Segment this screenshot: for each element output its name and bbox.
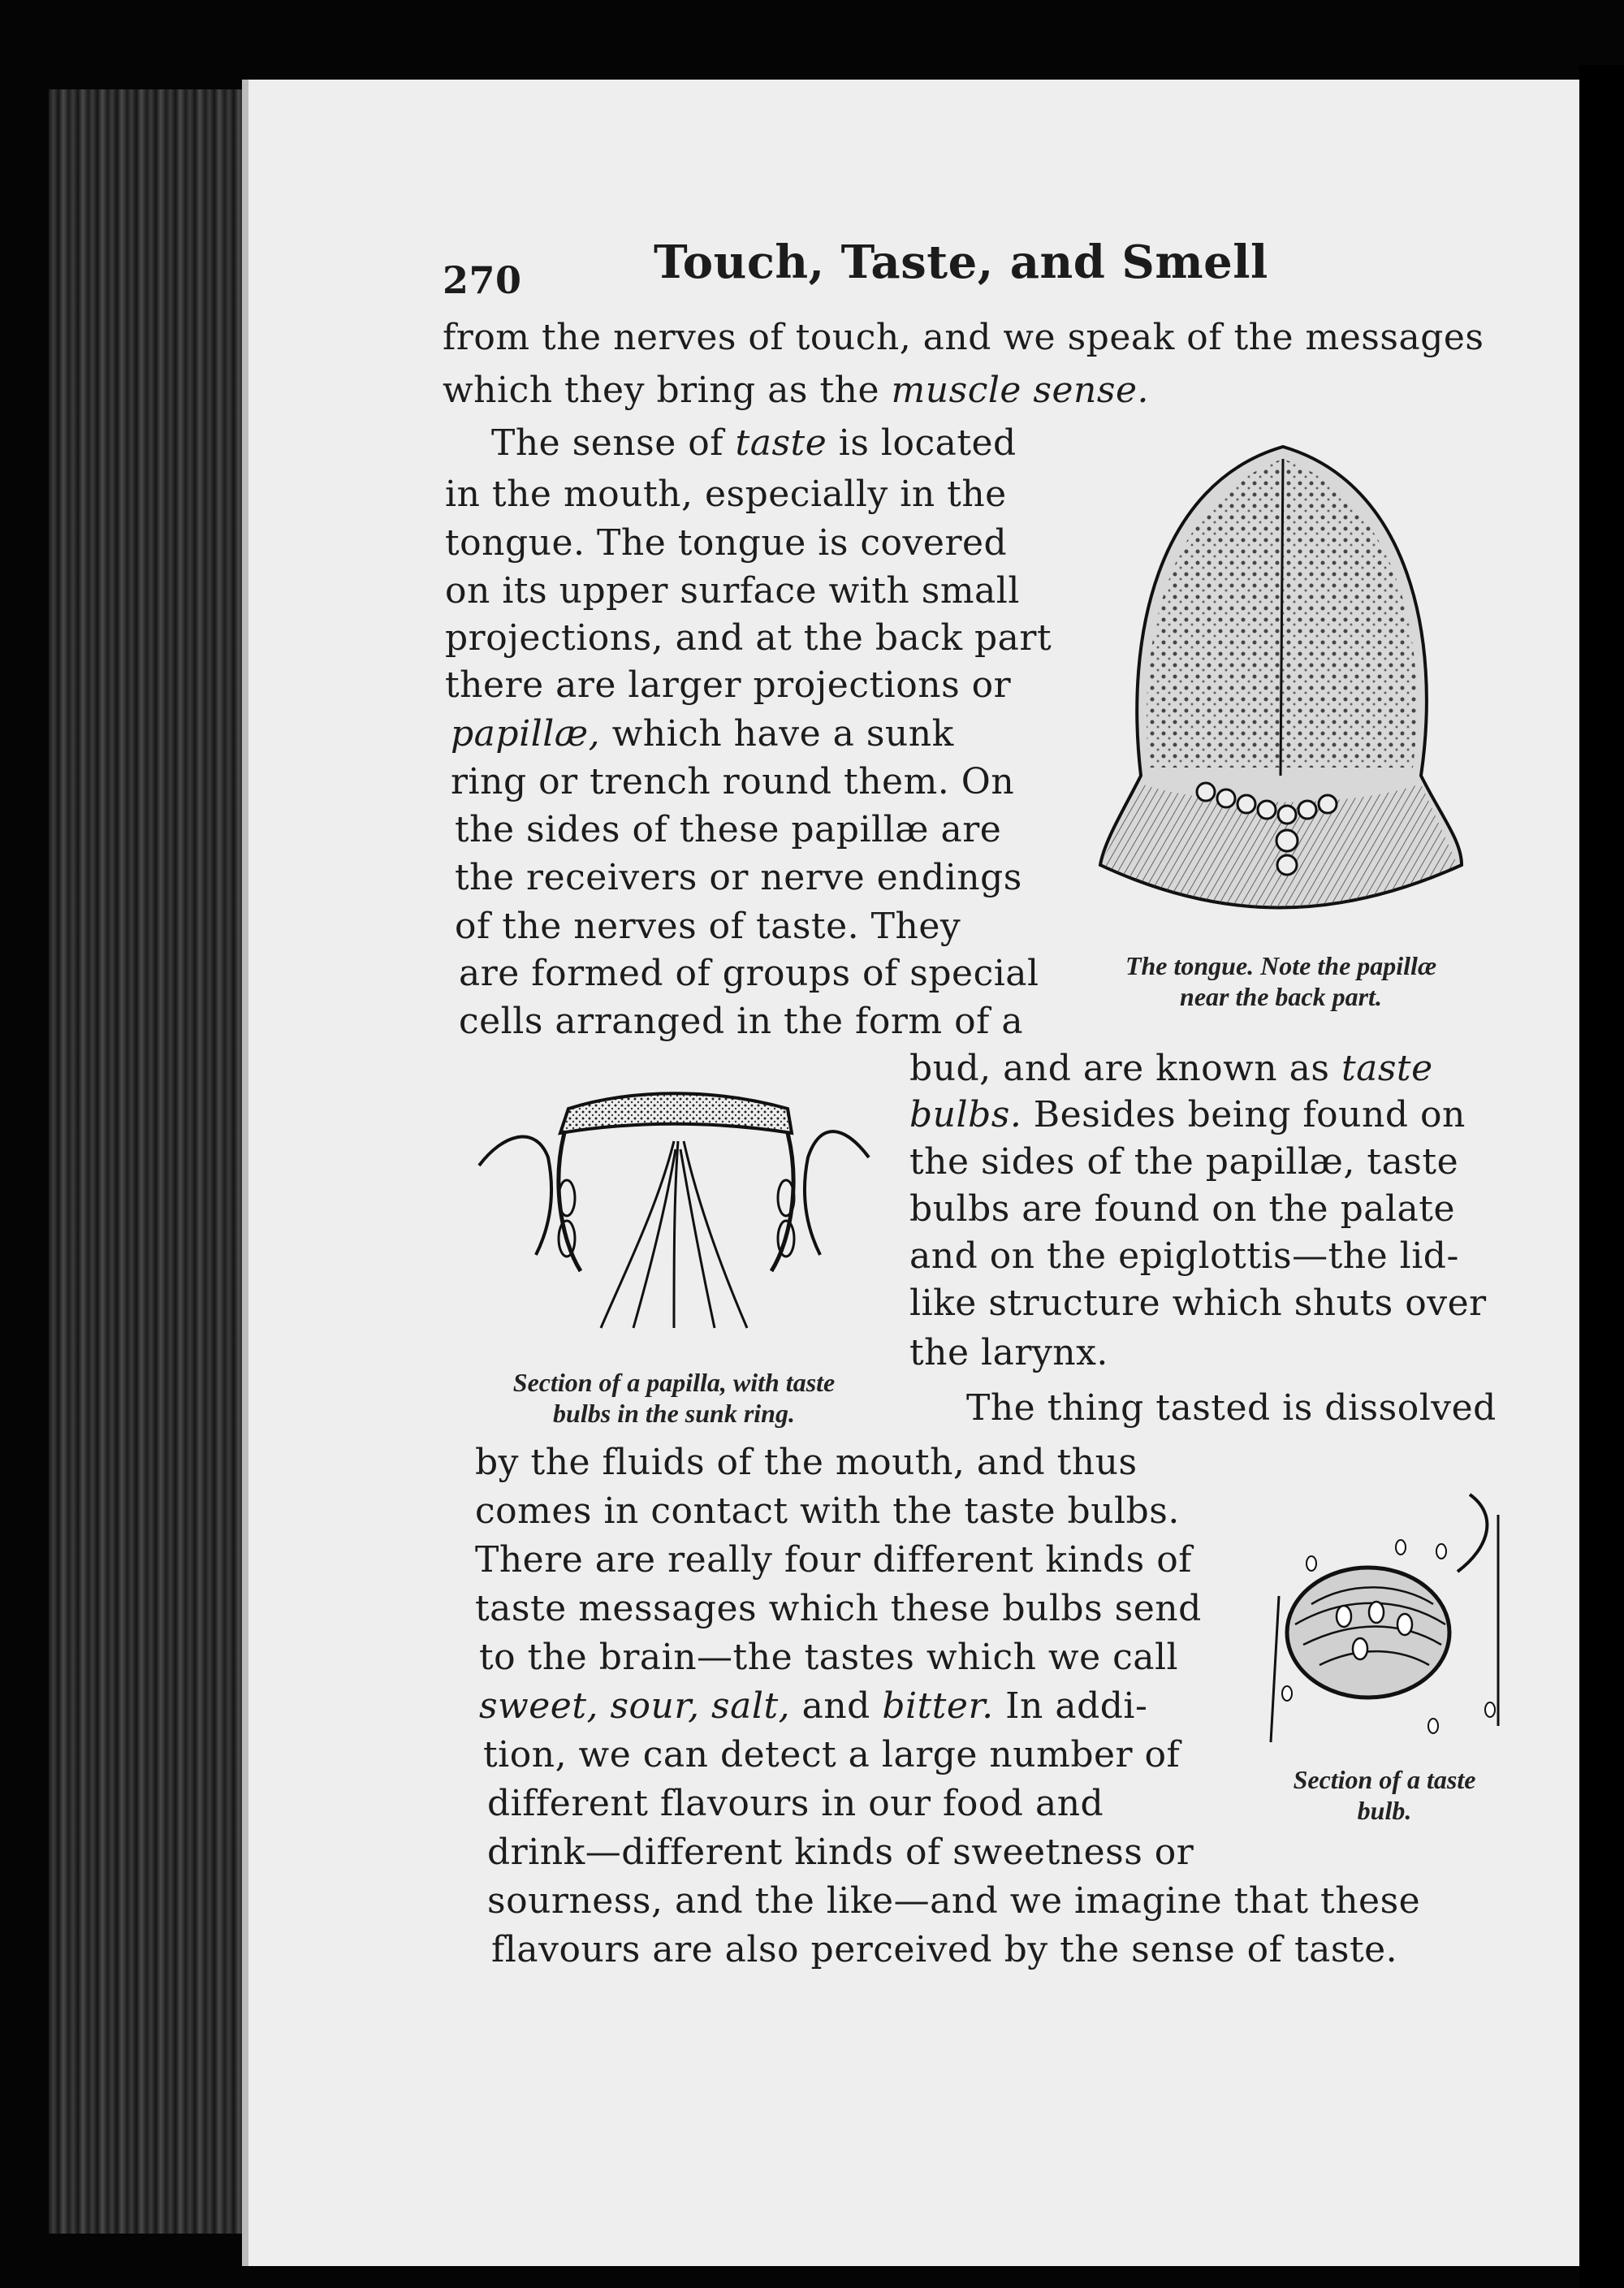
text-line: like structure which shuts over <box>909 1282 1487 1324</box>
text-line: flavours are also perceived by the sense of taste. <box>491 1929 1398 1970</box>
papilla-caption: Section of a papilla, with taste bulbs in the sunk ring. <box>512 1368 836 1428</box>
text-line: which they bring as the muscle sense. <box>443 370 1149 411</box>
text-line: There are really four different kinds of <box>475 1539 1193 1581</box>
text-line: comes in contact with the taste bulbs. <box>475 1490 1180 1532</box>
text-line: bulbs are found on the palate <box>909 1188 1455 1230</box>
papilla-section-illustration <box>471 1084 877 1344</box>
text-line: on its upper surface with small <box>445 570 1020 612</box>
text-line: the receivers or nerve endings <box>455 857 1022 898</box>
taste-bulb-illustration <box>1255 1482 1514 1750</box>
text-line: tongue. The tongue is covered <box>445 522 1008 564</box>
text-line: papillæ, which have a sunk <box>451 713 954 755</box>
text-line: are formed of groups of special <box>459 953 1039 994</box>
text-line: to the brain—the tastes which we call <box>479 1637 1179 1678</box>
scan-border <box>1579 65 1624 2288</box>
text-line: the larynx. <box>909 1332 1108 1373</box>
book-spine <box>49 89 252 2234</box>
text-line: the sides of these papillæ are <box>455 809 1002 850</box>
text-line: projections, and at the back part <box>445 617 1052 659</box>
text-line: by the fluids of the mouth, and thus <box>475 1442 1138 1483</box>
text-line: The thing tasted is dissolved <box>966 1387 1497 1429</box>
text-line: and on the epiglottis—the lid- <box>909 1235 1459 1277</box>
text-line: in the mouth, especially in the <box>445 474 1007 515</box>
text-line: taste messages which these bulbs send <box>475 1588 1202 1629</box>
taste-bulb-caption: Section of a taste bulb. <box>1293 1765 1476 1825</box>
text-line: the sides of the papillæ, taste <box>909 1141 1459 1183</box>
page-number: 270 <box>443 258 522 302</box>
text-line: different flavours in our food and <box>487 1783 1104 1824</box>
text-line: of the nerves of taste. They <box>455 906 961 947</box>
tongue-illustration <box>1092 435 1470 946</box>
text-line: cells arranged in the form of a <box>459 1001 1024 1042</box>
text-line: from the nerves of touch, and we speak of the messages <box>443 317 1484 358</box>
text-line: drink—different kinds of sweetness or <box>487 1832 1194 1873</box>
text-line: ring or trench round them. On <box>451 761 1015 802</box>
text-line: The sense of taste is located <box>491 422 1017 464</box>
text-line: sourness, and the like—and we imagine that these <box>487 1880 1421 1922</box>
text-line: there are larger projections or <box>445 664 1012 706</box>
tongue-caption: The tongue. Note the papillæ near the back part. <box>1125 951 1437 1011</box>
running-title: Touch, Taste, and Smell <box>654 236 1268 289</box>
text-line: bud, and are known as taste <box>909 1048 1433 1089</box>
text-line: tion, we can detect a large number of <box>483 1734 1181 1775</box>
text-line: bulbs. Besides being found on <box>909 1094 1466 1135</box>
text-line: sweet, sour, salt, and bitter. In addi- <box>479 1685 1148 1727</box>
